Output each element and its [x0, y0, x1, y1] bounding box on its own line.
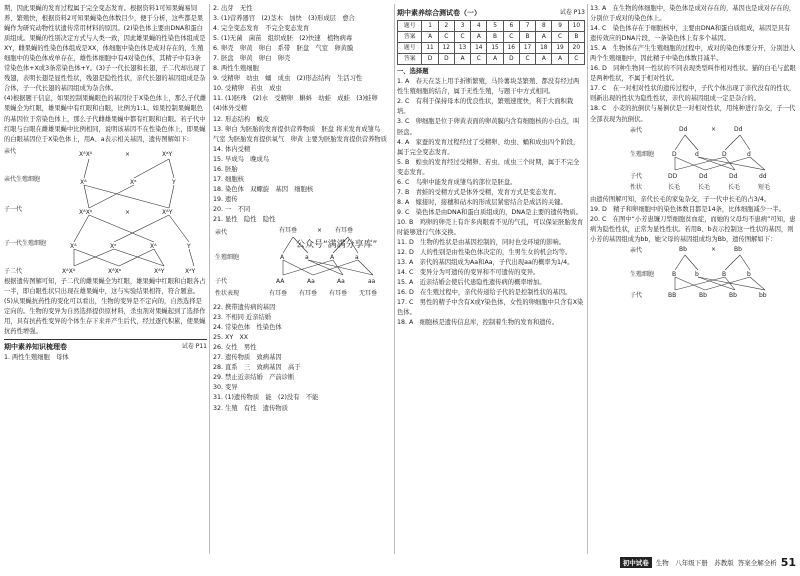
gamete: Xᴬ — [150, 242, 157, 250]
table-row — [398, 54, 585, 65]
genotype: Aa — [307, 278, 315, 286]
table-cell: A — [471, 32, 487, 43]
table-cell: 题号 — [398, 43, 422, 54]
genotype: AA — [276, 278, 285, 286]
cross-symbol: × — [125, 150, 131, 158]
phenotype: 长毛 — [668, 183, 681, 191]
answer-item: 26. 女性 男性 — [213, 344, 257, 352]
genotype: Bb — [729, 291, 737, 299]
table-cell: 10 — [568, 21, 584, 32]
cross-symbol: × — [711, 125, 717, 133]
answer-item: 8. A 嫁接时，接穗和砧木的形成层紧密结合是成活的关键。 — [397, 198, 567, 206]
genotype: BB — [668, 291, 677, 299]
phenotype: 有耳垂 — [299, 290, 318, 298]
genotype: Bb — [679, 245, 687, 253]
genotype: Bb — [699, 291, 707, 299]
answer-item: 12. 形态结构 蜕皮 — [213, 115, 270, 123]
column-4 — [590, 4, 796, 301]
column-2 — [213, 4, 391, 414]
section-subtitle: 一、选择题 — [397, 68, 429, 76]
genotype: aa — [368, 278, 376, 286]
table-cell: D — [503, 54, 519, 65]
phenotype: 无耳垂 — [359, 290, 378, 298]
table-cell: D — [438, 54, 454, 65]
section-heading — [4, 339, 207, 352]
gamete: a — [305, 254, 309, 262]
row-label-f1-gamete: 子一代生殖细胞 — [4, 239, 47, 247]
table-cell: 6 — [503, 21, 519, 32]
phenotype: 长毛 — [698, 183, 711, 191]
row-label-offspring: 子代 — [215, 278, 228, 286]
table-cell: 15 — [487, 43, 503, 54]
table-cell: A — [422, 32, 438, 43]
answer-item: 8. 两性生殖细胞 — [213, 65, 259, 73]
answer-item: 31. (1)遗传物质 能 (2)没有 不能 — [213, 394, 319, 402]
gamete: Xᴬ — [70, 242, 77, 250]
answer-item: 4. A 家蚕的发育过程经过了受精卵、幼虫、蛹和成虫四个阶段，属于完全变态发育。 — [397, 138, 580, 156]
watermark-text: 公众号“满满分享库” — [296, 240, 378, 250]
cross-symbol: × — [317, 227, 323, 235]
answer-item: 20. 一 不同 — [213, 205, 251, 213]
answer-item: 30. 变异 — [213, 384, 238, 392]
gamete: Xᵃ — [110, 242, 117, 250]
answer-item: 12. D 人的性别是由性染色体决定的，生男生女的机会均等。 — [397, 249, 572, 257]
table-cell: 11 — [422, 43, 438, 54]
answer-item: 15. A 生物体在产生生殖细胞的过程中，成对的染色体要分开，分别进入两个生殖细胞中，因此精子中染色体数目减半。 — [590, 45, 796, 63]
table-cell: B — [487, 32, 503, 43]
table-cell: 8 — [536, 21, 552, 32]
answer-item: 29. 禁止近亲结婚 产前诊断 — [213, 374, 295, 382]
table-cell: D — [422, 54, 438, 65]
table-cell: A — [487, 54, 503, 65]
phenotype: 有耳垂 — [269, 290, 288, 298]
cross-symbol: × — [125, 208, 131, 216]
footer-tail: 答案全解全析 — [737, 558, 777, 567]
table-row — [398, 21, 585, 32]
table-cell: 20 — [568, 43, 584, 54]
answer-item: 22. 携带遗传病的基因 — [213, 304, 276, 312]
gamete: d — [747, 150, 751, 158]
table-cell: 4 — [471, 21, 487, 32]
genotype: dd — [759, 172, 767, 180]
gamete: b — [747, 270, 751, 278]
answer-item: 13. 卵白 为胚胎的发育提供营养物质 胚盘 将来发育成雏鸟 气室 为胚胎发育提供氧气 卵黄 主要为胚胎发育提供营养物质 — [213, 125, 388, 143]
table-cell: 2 — [438, 21, 454, 32]
table-cell: C — [552, 32, 568, 43]
table-cell: 16 — [503, 43, 519, 54]
answer-item: 2. 出芽 无性 — [213, 5, 253, 12]
genetic-diagram-x-linked — [4, 145, 207, 277]
answer-item: 7. B 青蛙的受精方式是体外受精，发育方式是变态发育。 — [397, 188, 561, 196]
genotype: XᴬXᵃ — [79, 208, 93, 216]
table-cell: 18 — [536, 43, 552, 54]
answer-item: 9. C 染色体是由DNA和蛋白质组成的，DNA是主要的遗传物质。 — [397, 208, 582, 216]
series-badge: 初中试卷 — [620, 557, 652, 568]
answer-item: 17. 细胞核 — [213, 175, 244, 183]
table-cell: 1 — [422, 21, 438, 32]
genotype: bb — [759, 291, 767, 299]
answer-item: 24. 常染色体 性染色体 — [213, 324, 282, 332]
gamete: A — [280, 254, 285, 262]
answer-item: 23. 不相同 近亲结婚 — [213, 314, 272, 322]
row-label-f2: 子二代 — [4, 267, 23, 275]
gamete: B — [722, 270, 727, 278]
paragraph: (4)根据题干信息，如果控制果蝇眼色的基因位于X染色体上，那么子代雌果蝇全为红眼，雄果蝇中有红眼和白眼，比例为1:1。如果控制果蝇眼色的基因位于常染色体上，那么子代雌雄果蝇中都有红眼和白眼。若子代中红眼与白眼在雌雄果蝇中比例相同，说明该基因不在性染色体上，即果蝇的白眼基因位于X染色体上，用A、a表示相关基因，遗传图解如下： — [4, 95, 207, 143]
table-cell: C — [503, 32, 519, 43]
answer-item: 由遗传图解可知，亲代长毛的家兔杂交，子一代中长毛的占3/4。 — [590, 195, 771, 203]
table-cell: C — [471, 54, 487, 65]
answer-item: 6. 卵壳 卵黄 卵白 系带 胚盘 气室 卵黄膜 — [213, 45, 354, 53]
genotype: Dd — [679, 125, 688, 133]
answer-item: 1. 两性生殖细胞 母体 — [4, 353, 69, 361]
genotype: XᴬXᵃ — [108, 267, 122, 275]
gamete: a — [355, 254, 359, 262]
genotype: Dd — [729, 172, 738, 180]
table-row — [398, 43, 585, 54]
section-heading — [397, 6, 585, 18]
genotype: XᵃY — [162, 150, 173, 158]
answer-item: 3. C 卵细胞是位于卵黄表面的卵黄膜内含有细胞核的小白点，叫胚盘。 — [397, 118, 580, 136]
table-cell: C — [519, 54, 535, 65]
table-cell: A — [536, 54, 552, 65]
genotype: Aa — [337, 278, 345, 286]
row-label-parent: 亲代 — [630, 246, 643, 254]
answer-item: 13. A 在生物的体细胞中，染色体是成对存在的，基因也是成对存在的，分别位于成对的染色体上。 — [590, 5, 796, 23]
table-cell: 7 — [519, 21, 535, 32]
phenotype: 有耳垂 — [329, 290, 348, 298]
row-label-gamete: 生殖细胞 — [630, 270, 655, 278]
paragraph: 期，因此果蝇的发育过程属于完全变态发育。根据资料1可知果蝇易饲养、繁殖快，根据资料2可知果蝇染色体数目少，便于分析，这些都是果蝇作为研究动物性状遗传常用材料的原因。(2)染色体主要由DNA和蛋白质组成。果蝇的性别决定方式与人类一致，因此雄果蝇的性染色体组成是XY，雌果蝇的性染色体组成是XX，体细胞中染色体是成对存在的，生殖细胞中的染色体成单存在，雄性体细胞中有4对染色体，其精子中有3条常染色体+X或3条常染色体+Y。(3)子一代长翅和长翅，子二代却出现了残翅，表明长翅是显性性状，残翅是隐性性状，亲代长翅的基因组成是杂合体，子一代长翅的基因组成为杂合体。 — [4, 5, 206, 93]
row-label-gamete: 生殖细胞 — [215, 254, 240, 262]
answer-item: 1. A 春天在茎上用手折断繁殖，马铃薯块茎繁殖、都没有经过两性生殖细胞的结合，属于无性生殖，与题干中方式相同。 — [397, 78, 580, 96]
table-cell: 12 — [438, 43, 454, 54]
answer-item: 18. A 细胞核是遗传信息库，控制着生物的发育和遗传。 — [397, 319, 559, 327]
answer-item: 17. C 男性的精子中含有X或Y染色体，女性的卵细胞中只含有X染色体。 — [397, 299, 584, 317]
answer-item: 2. C 有利于保持母本的优良性状，繁殖速度快，利于大面积栽培。 — [397, 98, 574, 116]
table-cell: C — [568, 54, 584, 65]
genotype: XᴬXᴬ — [79, 150, 93, 158]
answer-item: 9. 受精卵 幼虫 蛹 成虫 (2)形态结构 生活习性 — [213, 75, 363, 83]
answer-item: 10. B 鸡卵的卵壳上有许多肉眼看不见的气孔，可以保证胚胎发育时能够进行气体交换。 — [397, 218, 584, 236]
table-cell: 3 — [454, 21, 470, 32]
page-footer — [604, 555, 796, 569]
column-divider — [394, 4, 395, 554]
genotype: Dd — [734, 125, 743, 133]
answer-item: 21. 显性 隐性 隐性 — [213, 215, 276, 223]
answer-item: 11. (1)胚珠 (2)水 受精卵 蝌蚪 幼蛙 成蛙 (3)蛙卵 (4)体外受精 — [213, 95, 385, 113]
gamete: B — [672, 270, 677, 278]
table-cell: 13 — [454, 43, 470, 54]
row-label-parent: 亲代 — [4, 147, 17, 155]
answer-item: 3. (1)营养器官 (2)茎木 加快 (3)形成层 愈合 — [213, 15, 355, 23]
section-title: 期中素养综合测试卷（一） — [397, 9, 481, 17]
genotype: DD — [668, 172, 678, 180]
answer-item: 7. 胚盘 卵黄 卵白 卵壳 — [213, 55, 291, 63]
footer-subject: 生物 八年级下册 苏教版 — [655, 558, 734, 567]
genotype: XᴬY — [162, 208, 173, 216]
gamete: b — [695, 270, 699, 278]
row-label-offspring: 子代 — [630, 172, 643, 180]
answer-item: 25. XY XX — [213, 334, 249, 342]
answer-item: 5. (1)无菌 菌苗 组织成胚 (2)快速 植物病毒 — [213, 35, 353, 43]
column-1 — [4, 4, 207, 363]
page-reference: 试卷 P13 — [559, 9, 585, 16]
table-cell: C — [454, 32, 470, 43]
genotype: Dd — [699, 172, 708, 180]
phenotype: 有耳垂 — [279, 227, 298, 235]
table-cell: A — [536, 32, 552, 43]
answer-item: 14. C 变异分为可遗传的变异和不可遗传的变异。 — [397, 269, 540, 277]
column-divider — [587, 4, 588, 554]
column-3 — [397, 4, 585, 328]
table-cell: 9 — [552, 21, 568, 32]
answer-item: 16. 胚胎 — [213, 165, 238, 173]
answer-item: 4. 完全变态发育 不完全变态发育 — [213, 25, 310, 33]
answer-item: 14. C 染色体存在于细胞核中，主要由DNA和蛋白质组成，基因是具有遗传效应的DNA片段，一条染色体上有多个基因。 — [590, 25, 791, 43]
gamete: Xᵃ — [130, 178, 137, 186]
answer-item: 17. C 在一对相对性状的遗传过程中，子代个体出现了亲代没有的性状，则新出现的性状为隐性性状，亲代的基因组成一定是杂合的。 — [590, 85, 796, 103]
gamete: A — [330, 254, 335, 262]
answer-item: 15. 早成鸟 晚成鸟 — [213, 155, 270, 163]
answer-item: 19. 遗传 — [213, 195, 238, 203]
table-cell: B — [568, 32, 584, 43]
row-label-gamete: 生殖细胞 — [630, 150, 655, 158]
table-row — [398, 32, 585, 43]
row-label-trait: 性状 — [630, 183, 643, 191]
answer-item: 13. A 亲代的基因组成为Aa和Aa，子代出现aa的概率为1/4。 — [397, 259, 574, 267]
page-reference: 试卷 P11 — [181, 342, 207, 350]
section-title: 期中素养知识梳理卷 — [4, 342, 67, 351]
answer-item: 14. 体内受精 — [213, 145, 251, 153]
table-cell: 17 — [519, 43, 535, 54]
genotype: XᴬY — [154, 267, 165, 275]
row-label-trait: 性状表现 — [215, 290, 240, 298]
table-cell: B — [519, 32, 535, 43]
table-cell: C — [438, 32, 454, 43]
row-label-offspring: 子代 — [630, 291, 643, 299]
diagram-lines — [4, 145, 207, 277]
gamete: Y — [187, 242, 191, 250]
answer-item: 20. C 在图中“小芳患镰刀型细胞贫血症，而她的父母均不患病”可知，患病为隐性性状，正常为显性性状。若用B、b表示控制这一性状的基因，则小芳的基因组成为bb，她父母的基因组成均为Bb，遗传图解如下： — [590, 215, 796, 243]
table-cell: 5 — [487, 21, 503, 32]
table-cell: 19 — [552, 43, 568, 54]
table-cell: 14 — [471, 43, 487, 54]
answer-item: 16. D 在生殖过程中，亲代传递给子代的是控制性状的基因。 — [397, 289, 572, 297]
genetic-diagram-rabbit-fur — [590, 125, 796, 195]
cross-symbol: × — [711, 245, 717, 253]
phenotype: 长毛 — [728, 183, 741, 191]
genotype: XᵃY — [185, 267, 196, 275]
phenotype: 有耳垂 — [335, 227, 354, 235]
genotype: Bb — [734, 245, 742, 253]
genotype: XᴬXᴬ — [62, 267, 76, 275]
gamete: D — [672, 150, 677, 158]
phenotype: 短毛 — [758, 183, 771, 191]
column-divider — [209, 4, 210, 554]
row-label-f1: 子一代 — [4, 205, 23, 213]
table-cell: A — [454, 54, 470, 65]
gamete: Y — [172, 178, 176, 186]
table-cell: 答案 — [398, 32, 422, 43]
answer-table — [397, 20, 585, 65]
answer-item: 15. A 近亲结婚会使后代患隐性遗传病的概率增加。 — [397, 279, 546, 287]
paragraph: 根据遗传图解可知，子二代的雌果蝇全为红眼，雄果蝇中红眼和白眼各占一半，即白眼性状只出现在雄果蝇中，这与实验结果相符，符合题意。(5)从果蝇抗药性的变化可以看出，生物的变异是不定向的，自然选择是定向的。生物的变异为自然选择提供原材料，杀虫剂对果蝇起到了选择作用，具有抗药性变异的个体生存下来并产生后代，经过逐代积累，使果蝇抗药性增强。 — [4, 277, 206, 335]
table-cell: A — [552, 54, 568, 65]
row-label-parent: 亲代 — [215, 229, 228, 237]
answer-item: 10. 受精卵 若虫 成虫 — [213, 85, 282, 93]
answer-item: 27. 遗传物质 致病基因 — [213, 354, 282, 362]
table-cell: 题号 — [398, 21, 422, 32]
answer-item: 18. C 小麦的抗倒伏与易倒伏是一对相对性状，用纯种进行杂交，子一代全部表现为抗倒伏。 — [590, 105, 796, 123]
row-label-parent: 亲代 — [630, 126, 643, 134]
answer-item: 16. D 同种生物同一性状的不同表现类型叫作相对性状。猫的白毛与蓝眼是两种性状，不属于相对性状。 — [590, 65, 796, 83]
table-cell: 答案 — [398, 54, 422, 65]
answer-item: 11. D 生物的性状是由基因控制的，同时也受环境的影响。 — [397, 239, 565, 247]
genetic-diagram-anemia — [590, 245, 796, 301]
gamete: D — [722, 150, 727, 158]
answer-item: 6. C 鸟卵中能发育成雏鸟的部位是胚盘。 — [397, 178, 517, 186]
answer-item: 19. D 精子和卵细胞中的染色体数目都是14条，比体细胞减少一半。 — [590, 205, 785, 213]
row-label-gamete: 亲代生殖细胞 — [4, 175, 41, 183]
answer-item: 18. 染色体 双螺旋 基因 细胞核 — [213, 185, 314, 193]
page-number: 51 — [780, 555, 796, 569]
answer-item: 28. 直系 三 致病基因 高于 — [213, 364, 301, 372]
gamete: Xᴬ — [80, 178, 87, 186]
answer-item: 32. 生殖 有性 遗传物质 — [213, 404, 288, 412]
gamete: d — [695, 150, 699, 158]
answer-item: 5. B 蝗虫的发育经过受精卵、若虫、成虫三个时期，属于不完全变态发育。 — [397, 158, 580, 176]
